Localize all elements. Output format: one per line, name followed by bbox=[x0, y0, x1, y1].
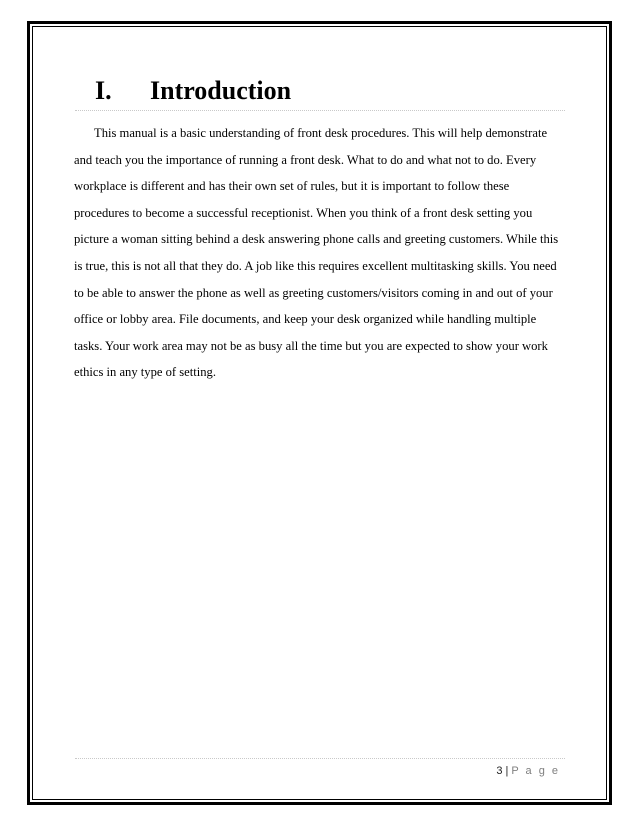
body-paragraph bbox=[74, 120, 568, 386]
body-line: is true, this is not all that they do. A job like this requires excellent multitasking skills. You need bbox=[74, 258, 557, 273]
body-line: procedures to become a successful receptionist. When you think of a front desk setting you bbox=[74, 205, 533, 220]
heading-divider bbox=[75, 110, 565, 111]
section-number: I. bbox=[95, 76, 112, 105]
page-footer bbox=[496, 764, 560, 778]
body-line: to be able to answer the phone as well as greeting customers/visitors coming in and out of your bbox=[74, 285, 553, 300]
footer-divider bbox=[75, 758, 565, 759]
page-number: 3 bbox=[496, 765, 503, 777]
body-line: ethics in any type of setting. bbox=[74, 365, 216, 380]
section-title: Introduction bbox=[150, 76, 292, 105]
body-line: tasks. Your work area may not be as busy all the time but you are expected to show your work bbox=[74, 338, 548, 353]
body-line: This manual is a basic understanding of front desk procedures. This will help demonstrate bbox=[94, 126, 548, 140]
body-line: workplace is different and has their own set of rules, but it is important to follow these bbox=[74, 179, 510, 194]
body-line: and teach you the importance of running a front desk. What to do and what not to do. Every bbox=[74, 152, 537, 167]
body-line: office or lobby area. File documents, and keep your desk organized while handling multiple bbox=[74, 312, 537, 327]
page-label: P a g e bbox=[511, 765, 560, 777]
footer-separator: | bbox=[505, 765, 509, 777]
body-line: picture a woman sitting behind a desk answering phone calls and greeting customers. While this bbox=[74, 232, 559, 247]
